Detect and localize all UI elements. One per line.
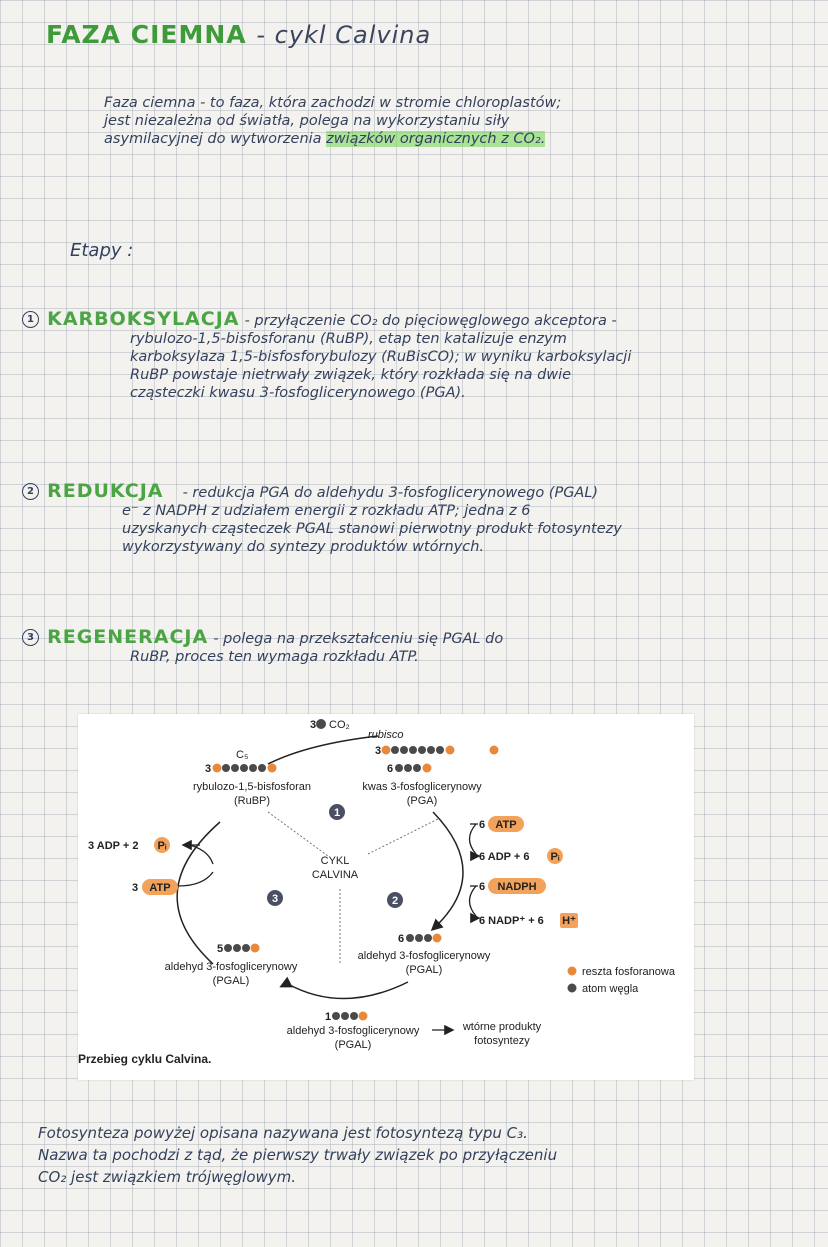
nadph-label: NADPH <box>497 881 537 893</box>
title-sub: - cykl Calvina <box>256 21 432 49</box>
pgal-left-name: aldehyd 3-fosfoglicerynowy <box>164 961 298 973</box>
legend-phosphate: reszta fosforanowa <box>582 966 675 978</box>
pgal-bottom-abbr: (PGAL) <box>334 1039 372 1051</box>
step-2-label: 2 <box>391 895 399 907</box>
section-line: RuBP powstaje nietrwały związek, który rozkłada się na dwie <box>130 367 572 383</box>
co2-carbon <box>316 719 326 729</box>
section-line: RuBP, proces ten wymaga rozkładu ATP. <box>130 649 419 665</box>
nadph-count: 6 <box>479 881 486 893</box>
arc-left <box>177 822 220 964</box>
adp-out-label: 6 ADP + 6 <box>479 851 530 863</box>
rubp-count: 3 <box>205 763 212 775</box>
pgal-left-count: 5 <box>217 943 224 955</box>
figure-caption: Przebieg cyklu Calvina. <box>78 1052 212 1066</box>
arc-right <box>433 812 463 929</box>
section-number: 3 <box>22 629 39 646</box>
section-karboksylacja <box>22 308 812 402</box>
calvin-cycle-diagram <box>78 714 694 1080</box>
section-line: wykorzystywany do syntezy produktów wtórnych. <box>122 539 484 555</box>
legend-carbon: atom węgla <box>582 983 639 995</box>
arc-bottom <box>288 982 408 999</box>
intro-line: jest niezależna od światła, polega na wykorzystaniu siły <box>104 113 510 129</box>
pi-label-right: Pᵢ <box>550 851 560 863</box>
atp-in-count: 6 <box>479 819 486 831</box>
hplus-label: H⁺ <box>562 915 576 927</box>
pgal-right-name: aldehyd 3-fosfoglicerynowy <box>357 950 491 962</box>
arc-top <box>268 736 378 764</box>
pi-label-left: Pᵢ <box>157 840 167 852</box>
intro-line <box>104 130 744 148</box>
section-regeneracja <box>22 626 812 666</box>
section-heading: KARBOKSYLACJA <box>47 308 240 330</box>
section-line: uzyskanych cząsteczek PGAL stanowi pierwotny produkt fotosyntezy <box>122 521 622 537</box>
section-line: - redukcja PGA do aldehydu 3-fosfoglicerynowego (PGAL) <box>182 485 599 501</box>
intro-line-text: asymilacyjnej do wytworzenia <box>104 131 322 147</box>
calvin-cycle-figure <box>78 714 694 1080</box>
cycle-label-1: CYKL <box>320 855 350 867</box>
pga-name: kwas 3-fosfoglicerynowy <box>362 781 482 793</box>
c5-label: C₅ <box>236 749 249 761</box>
legend-carbon-swatch <box>568 984 577 993</box>
pgal-left-chain <box>224 944 260 953</box>
etapy-label: Etapy : <box>70 240 134 261</box>
page-title <box>46 20 431 49</box>
step-3-label: 3 <box>271 893 279 905</box>
rubp-chain <box>213 764 277 773</box>
c6-count: 3 <box>375 745 382 757</box>
c6-chain <box>382 746 499 755</box>
intro-paragraph <box>104 94 744 148</box>
section-heading: REDUKCJA <box>47 480 164 502</box>
nadp-out-label: 6 NADP⁺ + 6 <box>479 915 544 927</box>
section-line: e⁻ z NADPH z udziałem energii z rozkładu ATP; jedna z 6 <box>122 503 531 519</box>
products-line-1: wtórne produkty <box>462 1021 542 1033</box>
footer-line: Nazwa ta pochodzi z tąd, że pierwszy trwały związek po przyłączeniu <box>38 1146 558 1164</box>
pgal-right-abbr: (PGAL) <box>405 964 443 976</box>
title-main: FAZA CIEMNA <box>46 20 247 49</box>
atp-left-label: ATP <box>149 882 171 894</box>
pgal-bottom-name: aldehyd 3-fosfoglicerynowy <box>286 1025 420 1037</box>
section-number: 2 <box>22 483 39 500</box>
section-redukcja <box>22 480 812 556</box>
pga-abbr: (PGA) <box>406 795 438 807</box>
section-line: cząsteczki kwasu 3-fosfoglicerynowego (PGA). <box>130 385 466 401</box>
rubisco-label: rubisco <box>368 729 404 741</box>
cycle-label-2: CALVINA <box>311 869 359 881</box>
adp-left-label: 3 ADP + 2 <box>88 840 139 852</box>
pgal-bottom-chain <box>332 1012 368 1021</box>
footer-line: Fotosynteza powyżej opisana nazywana jest fotosyntezą typu C₃. <box>38 1124 528 1142</box>
rubp-abbr: (RuBP) <box>233 795 271 807</box>
footer-paragraph <box>38 1122 808 1188</box>
section-line: rybulozo-1,5-bisfosforanu (RuBP), etap ten katalizuje enzym <box>130 331 567 347</box>
pgal-right-chain <box>406 934 442 943</box>
section-heading: REGENERACJA <box>47 626 209 648</box>
section-line: - polega na przekształceniu się PGAL do <box>213 631 504 647</box>
atp-left-count: 3 <box>132 882 139 894</box>
products-line-2: fotosyntezy <box>474 1035 530 1047</box>
step-1-label: 1 <box>333 807 341 819</box>
section-number: 1 <box>22 311 39 328</box>
intro-line: Faza ciemna - to faza, która zachodzi w stromie chloroplastów; <box>104 95 562 111</box>
section-line: karboksylaza 1,5-bisfosforybulozy (RuBisCO); w wyniku karboksylacji <box>130 349 632 365</box>
pgal-right-count: 6 <box>398 933 405 945</box>
legend-phosphate-swatch <box>568 967 577 976</box>
footer-line: CO₂ jest związkiem trójwęglowym. <box>38 1168 297 1186</box>
pga-count: 6 <box>387 763 394 775</box>
intro-highlight: związków organicznych z CO₂. <box>326 131 546 147</box>
rubp-name: rybulozo-1,5-bisfosforan <box>192 781 312 793</box>
pga-chain <box>395 764 432 773</box>
co2-label: CO₂ <box>329 719 350 731</box>
atp-in-label: ATP <box>495 819 517 831</box>
co2-count: 3 <box>310 719 317 731</box>
section-line: - przyłączenie CO₂ do pięciowęglowego akceptora - <box>244 313 617 329</box>
pgal-left-abbr: (PGAL) <box>212 975 250 987</box>
pgal-bottom-count: 1 <box>325 1011 332 1023</box>
